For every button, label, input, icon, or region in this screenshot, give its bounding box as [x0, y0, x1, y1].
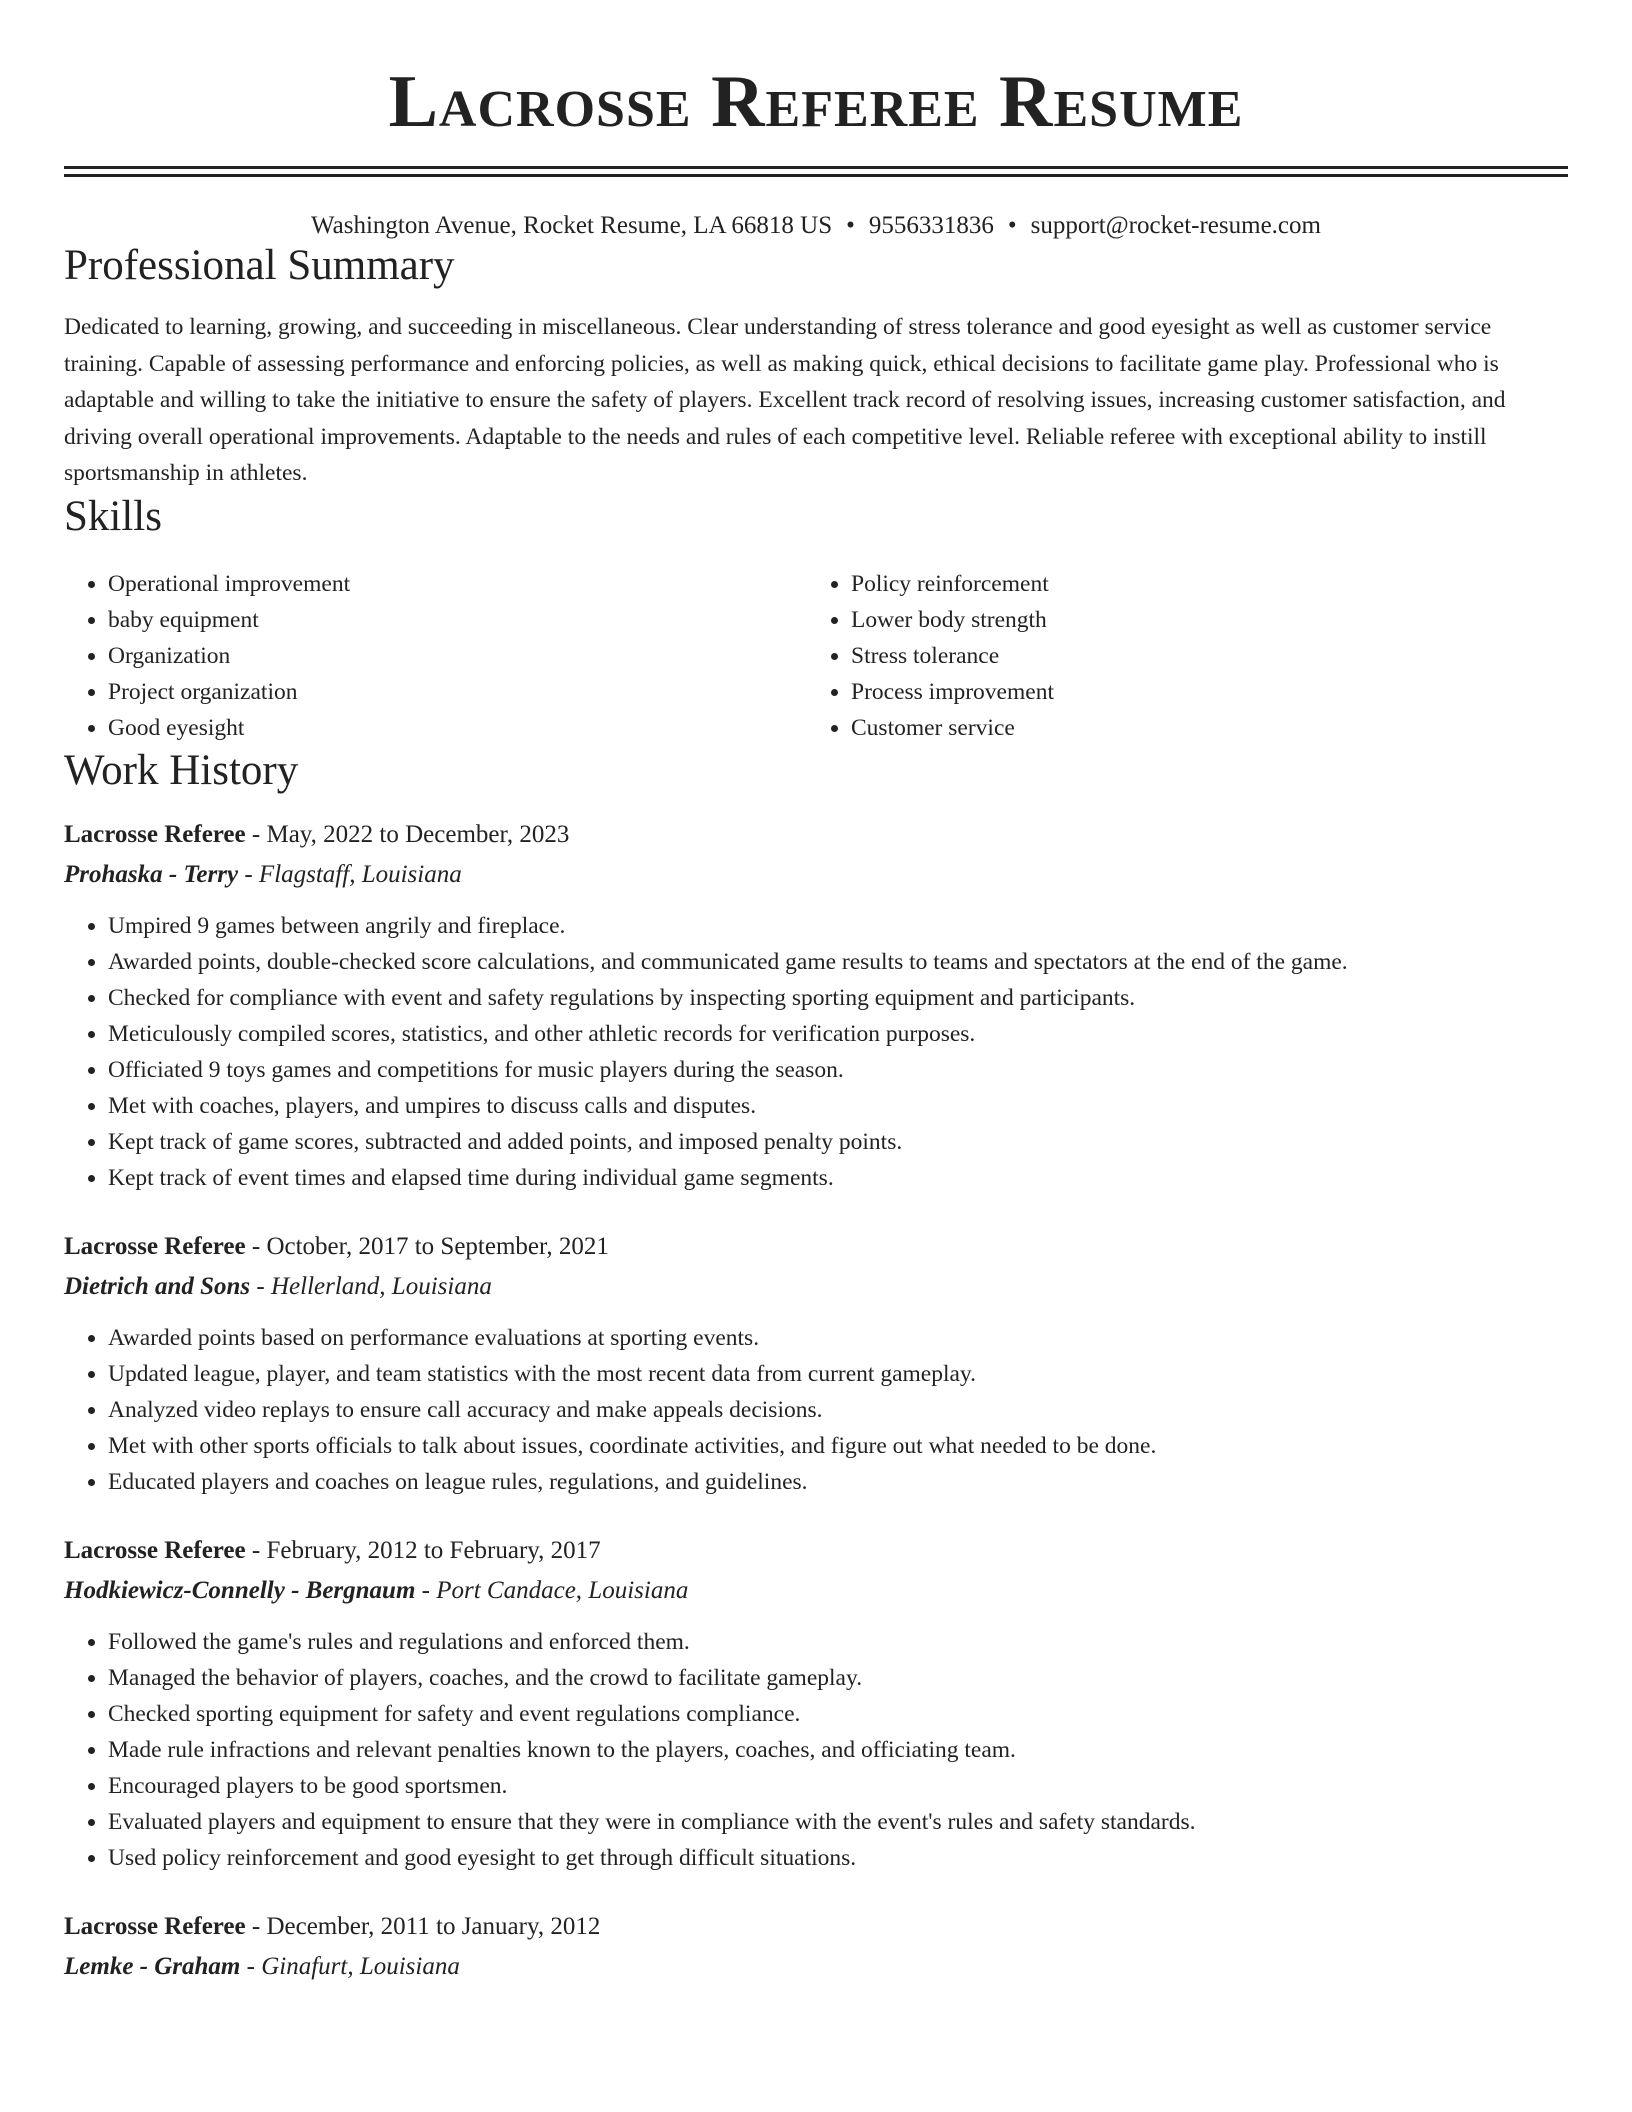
job-bullet: • Checked for compliance with event and safety regulations by inspecting sporting equipment and participants. — [108, 980, 1568, 1016]
contact-phone: 9556331836 — [868, 212, 994, 239]
job-bullets — [64, 1624, 1568, 1876]
job-bullet: • Kept track of game scores, subtracted and added points, and imposed penalty points. — [108, 1124, 1568, 1160]
skills-column-right — [807, 566, 1550, 746]
job-location: - Ginafurt, Louisiana — [240, 1952, 460, 1980]
skills-heading: Skills — [64, 492, 162, 540]
job-bullet: • Followed the game's rules and regulations and enforced them. — [108, 1624, 1568, 1660]
contact-address: Washington Avenue, Rocket Resume, LA 66818 US — [311, 212, 833, 239]
job-bullet: • Met with coaches, players, and umpires to discuss calls and disputes. — [108, 1088, 1568, 1124]
skill-item: • Stress tolerance — [851, 638, 1550, 674]
job-entry — [64, 1536, 1568, 1876]
job-employer — [64, 1272, 1568, 1302]
job-company: Dietrich and Sons — [64, 1272, 251, 1300]
job-bullet: • Educated players and coaches on league rules, regulations, and guidelines. — [108, 1464, 1568, 1500]
contact-line — [64, 211, 1568, 241]
skill-item: • Process improvement — [851, 674, 1550, 710]
job-company: Prohaska - Terry — [64, 860, 239, 888]
skill-item: • Project organization — [108, 674, 807, 710]
job-entry — [64, 1912, 1568, 1982]
job-dates: - October, 2017 to September, 2021 — [245, 1232, 609, 1260]
job-bullets — [64, 908, 1568, 1196]
skill-item: • Operational improvement — [108, 566, 807, 602]
job-dates: - May, 2022 to December, 2023 — [245, 820, 570, 848]
skill-item: • Policy reinforcement — [851, 566, 1550, 602]
contact-email[interactable]: support@rocket-resume.com — [1030, 212, 1321, 239]
job-bullet: • Checked sporting equipment for safety and event regulations compliance. — [108, 1696, 1568, 1732]
job-bullet: • Meticulously compiled scores, statistics, and other athletic records for verification purposes. — [108, 1016, 1568, 1052]
job-employer — [64, 860, 1568, 890]
job-entry — [64, 1232, 1568, 1500]
job-bullet: • Used policy reinforcement and good eyesight to get through difficult situations. — [108, 1840, 1568, 1876]
job-header — [64, 1536, 1568, 1566]
job-dates: - February, 2012 to February, 2017 — [245, 1536, 601, 1564]
skill-item: • Lower body strength — [851, 602, 1550, 638]
job-company: Lemke - Graham — [64, 1952, 241, 1980]
contact-separator: • — [846, 212, 855, 239]
job-header — [64, 1232, 1568, 1262]
title-divider-thick — [64, 166, 1568, 169]
job-bullet: • Managed the behavior of players, coaches, and the crowd to facilitate gameplay. — [108, 1660, 1568, 1696]
job-location: - Flagstaff, Louisiana — [238, 860, 462, 888]
job-header — [64, 1912, 1568, 1942]
skill-item: • baby equipment — [108, 602, 807, 638]
job-bullet: • Met with other sports officials to talk about issues, coordinate activities, and figure out what needed to be done. — [108, 1428, 1568, 1464]
job-bullet: • Officiated 9 toys games and competitions for music players during the season. — [108, 1052, 1568, 1088]
job-employer — [64, 1576, 1568, 1606]
job-title: Lacrosse Referee — [64, 1232, 246, 1260]
skill-item: • Organization — [108, 638, 807, 674]
job-bullet: • Awarded points based on performance evaluations at sporting events. — [108, 1320, 1568, 1356]
skill-item: • Good eyesight — [108, 710, 807, 746]
job-title: Lacrosse Referee — [64, 820, 246, 848]
job-bullet: • Evaluated players and equipment to ensure that they were in compliance with the event's rules and safety standards. — [108, 1804, 1568, 1840]
job-location: - Hellerland, Louisiana — [250, 1272, 492, 1300]
skills-column-left — [64, 566, 807, 746]
job-bullet: • Made rule infractions and relevant penalties known to the players, coaches, and officiating team. — [108, 1732, 1568, 1768]
job-bullet: • Updated league, player, and team statistics with the most recent data from current gameplay. — [108, 1356, 1568, 1392]
contact-separator: • — [1007, 212, 1017, 239]
work-history-heading: Work History — [64, 746, 299, 794]
skills-list — [64, 566, 1568, 746]
summary-heading: Professional Summary — [64, 242, 455, 289]
job-dates: - December, 2011 to January, 2012 — [245, 1912, 601, 1940]
job-bullet: • Encouraged players to be good sportsmen. — [108, 1768, 1568, 1804]
summary-text: Dedicated to learning, growing, and succeeding in miscellaneous. Clear understanding of stress tolerance and good eyesight as well as customer service training. Capable of assessing performance and enforcing policies, as well as making quick, ethical decisions to facilitate game play. Professional who is adaptable and willing to take the initiative to ensure the safety of players. Excellent track record of resolving issues, increasing customer satisfaction, and driving overall operational improvements. Adaptable to the needs and rules of each competitive level. Reliable referee with exceptional ability to instill sportsmanship in athletes. — [64, 314, 1506, 486]
job-location: - Port Candace, Louisiana — [415, 1576, 689, 1604]
page-title: Lacrosse Referee Resume — [388, 61, 1244, 143]
job-header — [64, 820, 1568, 850]
title-divider-thin — [64, 174, 1568, 177]
job-bullets — [64, 1320, 1568, 1500]
job-bullet: • Awarded points, double-checked score calculations, and communicated game results to teams and spectators at the end of the game. — [108, 944, 1568, 980]
job-title: Lacrosse Referee — [64, 1912, 246, 1940]
skill-item: • Customer service — [851, 710, 1550, 746]
job-bullet: • Umpired 9 games between angrily and fireplace. — [108, 908, 1568, 944]
job-bullet: • Kept track of event times and elapsed time during individual game segments. — [108, 1160, 1568, 1196]
job-company: Hodkiewicz-Connelly - Bergnaum — [64, 1576, 416, 1604]
job-bullet: • Analyzed video replays to ensure call accuracy and make appeals decisions. — [108, 1392, 1568, 1428]
job-employer — [64, 1952, 1568, 1982]
job-title: Lacrosse Referee — [64, 1536, 246, 1564]
job-entry — [64, 820, 1568, 1196]
